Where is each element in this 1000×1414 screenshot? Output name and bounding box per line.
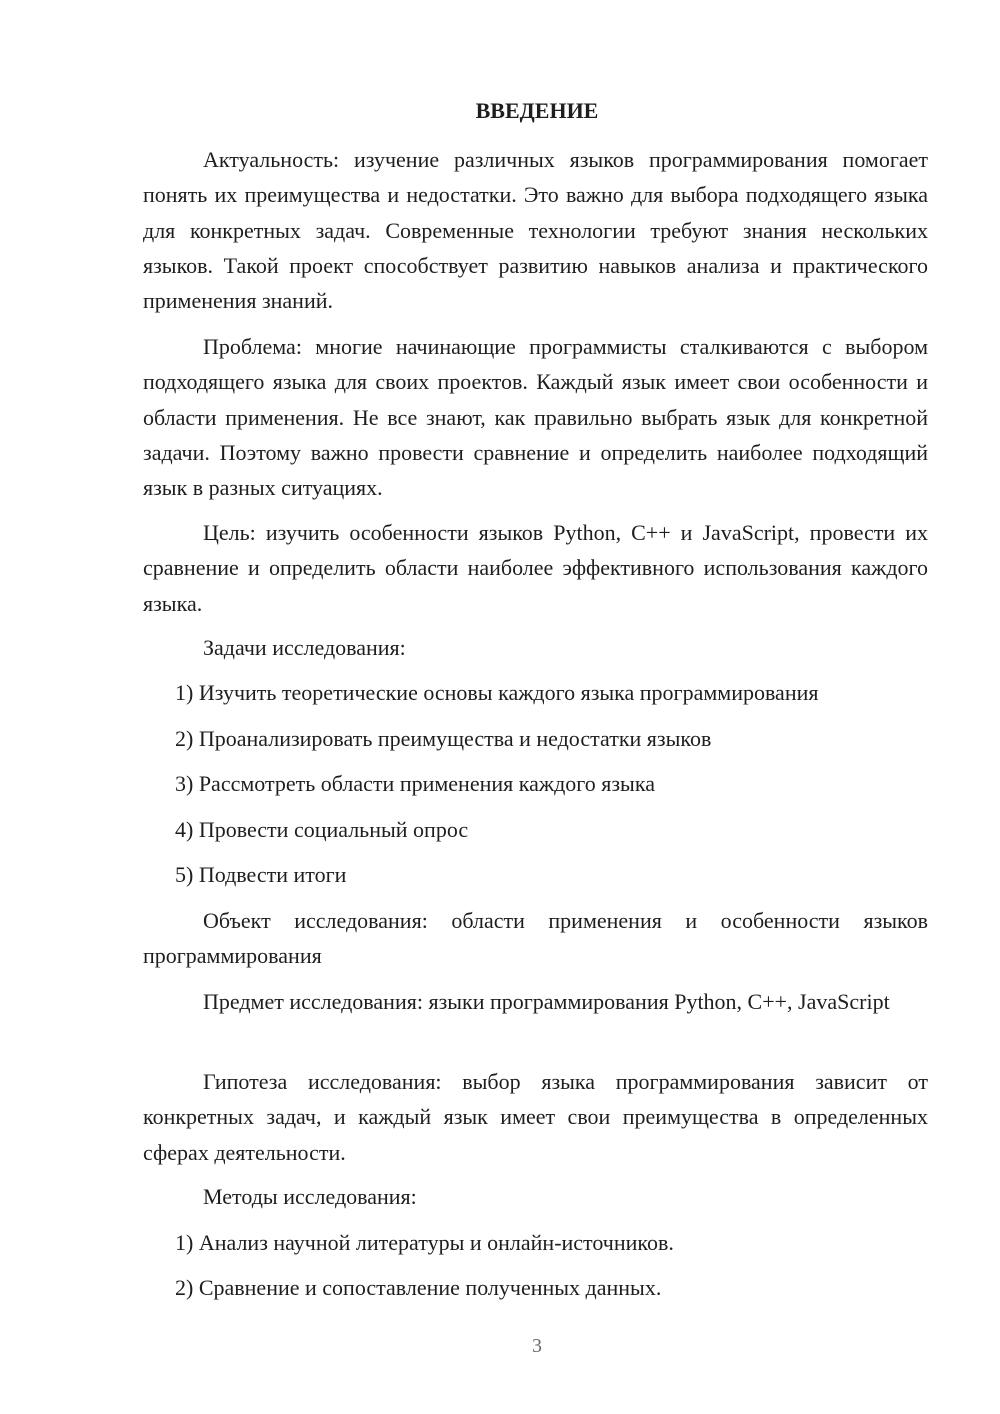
subject-paragraph: Предмет исследования: языки программирования Python, C++, JavaScript	[203, 989, 890, 1014]
method-item-1: 1) Анализ научной литературы и онлайн-источников.	[175, 1230, 674, 1255]
section-title: ВВЕДЕНИЕ	[475, 98, 599, 123]
task-item-2: 2) Проанализировать преимущества и недостатки языков	[175, 726, 712, 751]
task-item-3: 3) Рассмотреть области применения каждого языка	[175, 771, 655, 796]
hypothesis-paragraph: Гипотеза исследования: выбор языка программирования зависит от конкретных задач, и каждый язык имеет свои преимущества в определенных сферах деятельности.	[143, 1069, 928, 1165]
task-item-4: 4) Провести социальный опрос	[175, 817, 469, 842]
task-item-5: 5) Подвести итоги	[175, 862, 347, 887]
goal-paragraph: Цель: изучить особенности языков Python, C++ и JavaScript, провести их сравнение и определить области наиболее эффективного использования каждого языка.	[143, 520, 928, 616]
relevance-paragraph: Актуальность: изучение различных языков программирования помогает понять их преимущества и недостатки. Это важно для выбора подходящего языка для конкретных задач. Современные технологии требуют знания нескольких языков. Такой проект способствует развитию навыков анализа и практического применения знаний.	[143, 147, 928, 314]
problem-paragraph: Проблема: многие начинающие программисты сталкиваются с выбором подходящего языка для своих проектов. Каждый язык имеет свои особенности и области применения. Не все знают, как правильно выбрать язык для конкретной задачи. Поэтому важно провести сравнение и определить наиболее подходящий язык в разных ситуациях.	[143, 334, 928, 501]
method-item-2: 2) Сравнение и сопоставление полученных данных.	[175, 1275, 662, 1300]
tasks-heading: Задачи исследования:	[203, 635, 406, 660]
object-paragraph: Объект исследования: области применения и особенности языков программирования	[143, 908, 928, 969]
task-item-1: 1) Изучить теоретические основы каждого языка программирования	[175, 680, 819, 705]
page-number: 3	[532, 1335, 542, 1357]
methods-heading: Методы исследования:	[203, 1184, 417, 1209]
